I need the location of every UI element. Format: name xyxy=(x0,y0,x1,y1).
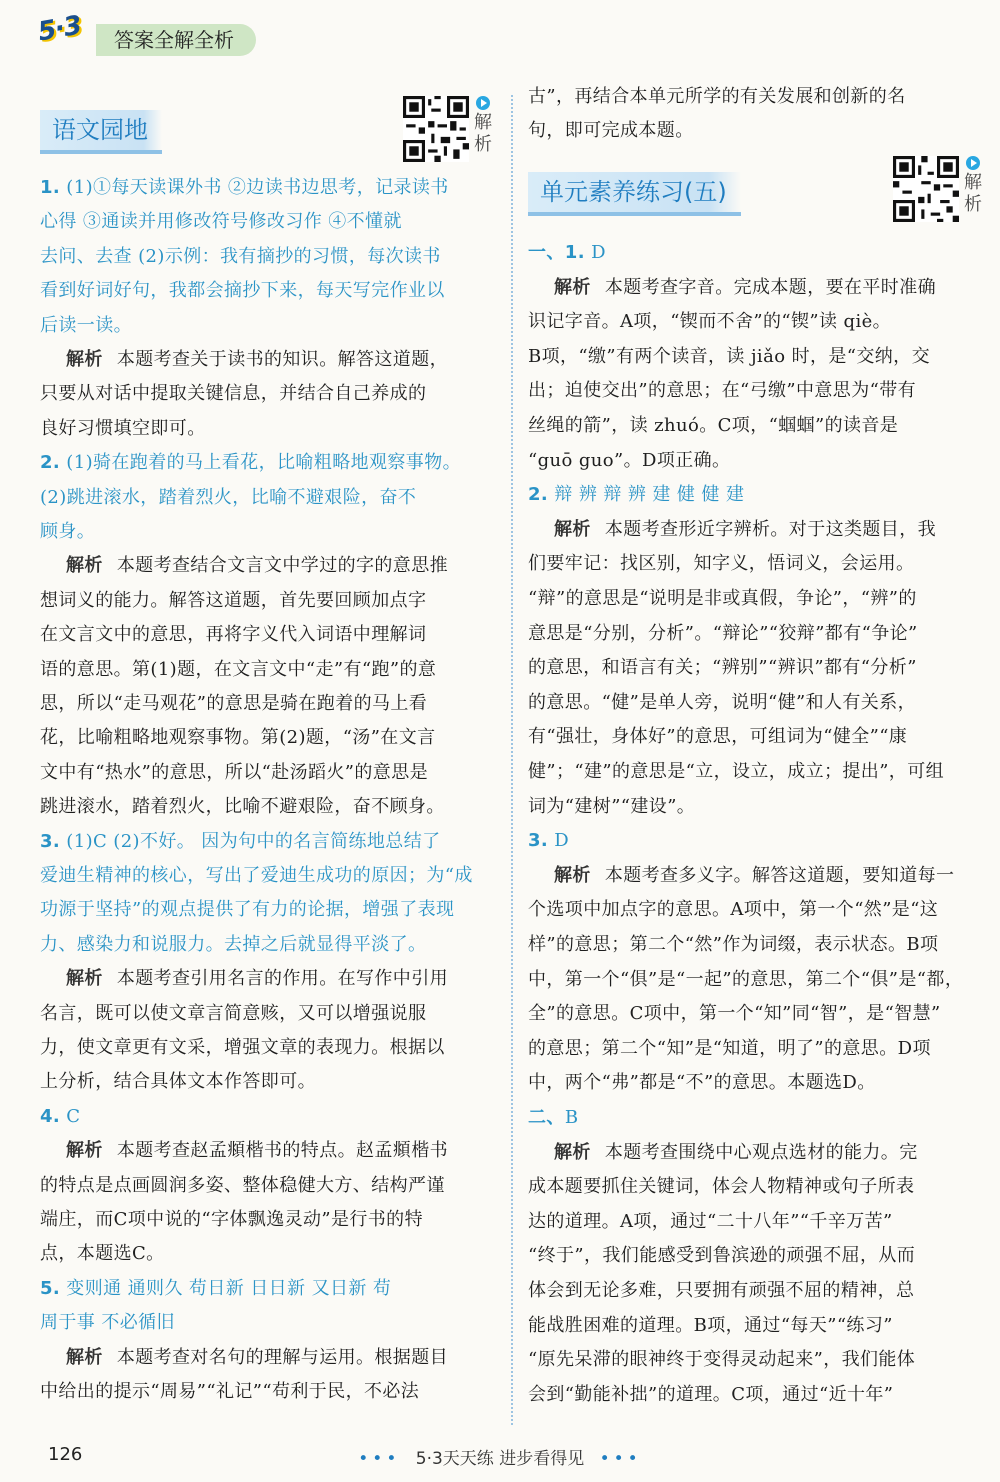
text-line xyxy=(40,412,206,446)
analysis-label: 解析 xyxy=(554,864,591,886)
question-number: 5. xyxy=(40,1277,61,1299)
line-text: 丝绳的箭”，读 zhuó。C项，“蝈蝈”的读音是 xyxy=(528,415,899,436)
line-text: 有“强壮，身体好”的意思，可组词为“健全”“康 xyxy=(528,726,908,748)
line-text: B项，“缴”有两个读音，读 jiǎo 时，是“交纳，交 xyxy=(528,345,930,367)
play-icon xyxy=(966,156,980,170)
qr-code-icon xyxy=(893,156,959,222)
text-line xyxy=(40,1031,445,1065)
line-text: 的特点是点画圆润多姿、整体稳健大方、结构严谨 xyxy=(40,1174,445,1196)
qr-label-text: 解析 xyxy=(474,112,492,155)
line-text: 良好习惯填空即可。 xyxy=(40,417,206,439)
text-line xyxy=(528,374,916,408)
analysis-label: 解析 xyxy=(66,1346,103,1368)
analysis-label: 解析 xyxy=(66,1140,103,1162)
text-line xyxy=(40,687,427,721)
line-text: C xyxy=(60,1105,81,1127)
text-line xyxy=(40,721,436,755)
line-text: 健”；“建”的意思是“立，设立，成立；提出”，可组 xyxy=(528,761,945,782)
text-line xyxy=(528,409,898,443)
line-text: 跳进滚水，踏着烈火，比喻不避艰险，奋不顾身。 xyxy=(40,796,445,818)
line-text: (2)跳进滚水，踏着烈火，比喻不避艰险，奋不 xyxy=(40,486,417,508)
qr-analysis-label-right[interactable] xyxy=(962,156,984,216)
text-line xyxy=(40,481,416,515)
line-text: 的意思；第二个“知”是“知道，明了”的意思。D项 xyxy=(528,1037,931,1059)
line-text: 本题考查引用名言的作用。在写作中引用 xyxy=(116,968,449,990)
line-text: 的意思。“健”是单人旁，说明“健”和人有关系， xyxy=(528,691,917,713)
line-text: 中给出的提示“周易”“礼记”“苟利于民，不必法 xyxy=(40,1381,420,1402)
line-text: “原先呆滞的眼神终于变得灵动起来”，我们能体 xyxy=(528,1349,916,1371)
text-line xyxy=(528,114,694,148)
text-line xyxy=(40,1237,165,1271)
line-text: 功源于坚持”的观点提供了有力的论据，增强了表现 xyxy=(40,899,455,921)
text-line xyxy=(528,1343,915,1377)
line-text: 达的道理。A项，通过“二十八年”“千辛万苦” xyxy=(528,1210,893,1232)
line-text: 思，所以“走马观花”的意思是骑在跑着的马上看 xyxy=(40,693,428,714)
text-line xyxy=(528,444,730,478)
text-line xyxy=(554,1136,918,1170)
line-text: 顾身。 xyxy=(40,521,96,542)
text-line xyxy=(40,1375,419,1409)
line-text: 本题考查赵孟頫楷书的特点。赵孟頫楷书 xyxy=(116,1140,449,1162)
line-text: 会到“勤能补拙”的道理。C项，通过“近十年” xyxy=(528,1383,894,1405)
line-text: (1)骑在跑着的马上看花，比喻粗略地观察事物。 xyxy=(60,452,461,474)
line-text: 古”，再结合本单元所学的有关发展和创新的名 xyxy=(528,86,906,107)
line-text: 辩 辨 辩 辨 建 健 健 建 xyxy=(548,484,745,506)
page-header xyxy=(0,0,1000,70)
qr-label-text: 解析 xyxy=(964,172,982,215)
text-line xyxy=(40,240,441,274)
text-line xyxy=(40,377,426,411)
line-text: 端庄，而C项中说的“字体飘逸灵动”是行书的特 xyxy=(40,1209,423,1230)
text-line xyxy=(528,547,914,581)
text-line xyxy=(528,1205,893,1239)
analysis-label: 解析 xyxy=(66,968,103,990)
line-text: 们要牢记：找区别，知字义，悟词义，会运用。 xyxy=(528,553,915,575)
line-text: 本题考查形近字辨析。对于这类题目，我 xyxy=(604,518,937,540)
text-line xyxy=(528,1032,931,1066)
text-line xyxy=(40,997,426,1031)
line-text: 变则通 通则久 苟日新 日日新 又日新 苟 xyxy=(60,1277,392,1299)
text-line xyxy=(40,205,402,239)
text-line xyxy=(40,928,426,962)
text-line xyxy=(40,825,441,859)
page-number: 126 xyxy=(48,1444,83,1465)
text-line xyxy=(40,515,95,549)
question-number: 二、 xyxy=(528,1107,565,1128)
line-text: 意思是“分别，分析”。“辩论”“狡辩”都有“争论” xyxy=(528,622,918,644)
text-line xyxy=(40,859,473,893)
qr-analysis-label-left[interactable] xyxy=(472,96,494,156)
text-line xyxy=(528,478,744,512)
text-line xyxy=(528,1066,876,1100)
text-line xyxy=(528,236,606,270)
line-text: 点，本题选C。 xyxy=(40,1243,165,1265)
line-text: D xyxy=(548,830,570,852)
line-text: 周于事 不必循旧 xyxy=(40,1312,175,1334)
text-line xyxy=(40,309,132,343)
text-line xyxy=(554,859,954,893)
line-text: 样”的意思；第二个“然”作为词缀，表示状态。B项 xyxy=(528,934,939,955)
text-line xyxy=(528,686,916,720)
question-number: 一、1. xyxy=(528,242,585,263)
text-line xyxy=(40,1100,80,1134)
analysis-label: 解析 xyxy=(66,349,103,370)
text-line xyxy=(40,274,445,308)
section-title-yuwen-yuandi: 语文园地 xyxy=(40,110,162,154)
line-text: “辩”的意思是“说明是非或真假，争论”，“辨”的 xyxy=(528,588,917,609)
line-text: 名言，既可以使文章言简意赅，又可以增强说服 xyxy=(40,1002,427,1024)
line-text: B xyxy=(564,1107,579,1128)
text-line xyxy=(528,582,917,616)
line-text: 语的意思。第(1)题，在文言文中“走”有“跑”的意 xyxy=(40,658,437,680)
line-text: 爱迪生精神的核心，写出了爱迪生成功的原因；为“成 xyxy=(40,865,473,886)
text-line xyxy=(554,271,936,305)
line-text: 本题考查结合文言文中学过的字的意思推 xyxy=(116,555,449,577)
qr-code-icon xyxy=(403,96,469,162)
line-text: 出；迫使交出”的意思；在“弓缴”中意思为“带有 xyxy=(528,380,917,402)
line-text: 去问、去查 (2)示例：我有摘抄的习惯，每次读书 xyxy=(40,245,441,267)
text-line xyxy=(40,1065,316,1099)
line-text: 成本题要抓住关键词，体会人物精神或句子所表 xyxy=(528,1176,915,1198)
text-line xyxy=(528,963,963,997)
analysis-label: 解析 xyxy=(554,276,591,298)
question-number: 3. xyxy=(528,830,549,852)
line-text: 花，比喻粗略地观察事物。第(2)题，“汤”在文言 xyxy=(40,727,436,749)
text-line xyxy=(66,343,448,377)
line-text: 文中有“热水”的意思，所以“赴汤蹈火”的意思是 xyxy=(40,761,429,783)
text-line xyxy=(528,1378,893,1412)
footer-dots-right: ••• xyxy=(599,1449,642,1469)
line-text: 本题考查关于读书的知识。解答这道题， xyxy=(116,349,449,370)
text-line xyxy=(40,893,454,927)
line-text: 个选项中加点字的意思。A项中，第一个“然”是“这 xyxy=(528,899,939,921)
text-line xyxy=(528,790,695,824)
brand-logo: 5·3 xyxy=(35,10,84,48)
text-line xyxy=(528,1170,914,1204)
line-text: 的意思，和语言有关；“辨别”“辨识”都有“分析” xyxy=(528,657,917,679)
line-text: 想词义的能力。解答这道题，首先要回顾加点字 xyxy=(40,589,427,611)
line-text: 词为“建树”“建设”。 xyxy=(528,795,696,817)
line-text: 本题考查对名句的理解与运用。根据题目 xyxy=(116,1346,449,1368)
text-line xyxy=(528,1274,914,1308)
text-line xyxy=(528,651,917,685)
text-line xyxy=(528,80,906,114)
text-line xyxy=(554,513,936,547)
line-text: “终于”，我们能感受到鲁滨逊的顽强不屈，从而 xyxy=(528,1245,916,1267)
line-text: D xyxy=(584,242,606,263)
text-line xyxy=(528,305,891,339)
footer-slogan xyxy=(0,1444,1000,1469)
column-divider xyxy=(511,95,513,1425)
line-text: 本题考查围绕中心观点选材的能力。完 xyxy=(604,1141,918,1163)
analysis-label: 解析 xyxy=(554,1141,591,1163)
line-text: 力、感染力和说服力。去掉之后就显得平淡了。 xyxy=(40,933,427,955)
line-text: 力，使文章更有文采，增强文章的表现力。根据以 xyxy=(40,1037,445,1058)
line-text: 后读一读。 xyxy=(40,314,132,336)
text-line xyxy=(528,1239,915,1273)
text-line xyxy=(66,1341,448,1375)
text-line xyxy=(40,618,426,652)
analysis-label: 解析 xyxy=(66,555,103,577)
text-line xyxy=(528,824,569,858)
line-text: 体会到无论多难，只要拥有顽强不屈的精神，总 xyxy=(528,1280,915,1301)
line-text: 中，第一个“俱”是“一起”的意思，第二个“俱”是“都， xyxy=(528,968,964,990)
text-line xyxy=(40,1306,175,1340)
question-number: 3. xyxy=(40,830,61,852)
text-line xyxy=(40,1169,445,1203)
text-line xyxy=(40,1203,423,1237)
text-line xyxy=(40,790,445,824)
line-text: 识记字音。A项，“锲而不舍”的“锲”读 qiè。 xyxy=(528,311,892,333)
line-text: 本题考查多义字。解答这道题，要知道每一 xyxy=(604,864,955,886)
line-text: 句，即可完成本题。 xyxy=(528,120,694,141)
line-text: 心得 ③通读并用修改符号修改习作 ④不懂就 xyxy=(40,211,402,233)
text-line xyxy=(528,1101,578,1135)
text-line xyxy=(528,340,930,374)
text-line xyxy=(40,1272,391,1306)
text-line xyxy=(40,756,428,790)
text-line xyxy=(40,584,426,618)
line-text: 能战胜困难的道理。B项，通过“每天”“练习” xyxy=(528,1314,893,1336)
question-number: 1. xyxy=(40,177,61,198)
qr-code-left[interactable] xyxy=(403,96,469,162)
footer-slogan-text: 5·3天天练 进步看得见 xyxy=(415,1449,585,1469)
text-line xyxy=(66,1134,448,1168)
text-line xyxy=(40,446,461,480)
text-line xyxy=(66,549,448,583)
text-line xyxy=(528,617,918,651)
line-text: 在文言文中的意思，再将字义代入词语中理解词 xyxy=(40,624,427,646)
text-line xyxy=(528,997,941,1031)
question-number: 4. xyxy=(40,1105,61,1127)
text-line xyxy=(40,653,436,687)
line-text: 看到好词好句，我都会摘抄下来，每天写完作业以 xyxy=(40,280,445,302)
text-line xyxy=(528,1309,893,1343)
answer-section-tab: 答案全解全析 xyxy=(96,24,256,56)
line-text: 全”的意思。C项中，第一个“知”同“智”，是“智慧” xyxy=(528,1003,941,1025)
text-line xyxy=(528,755,944,789)
line-text: (1)①每天读课外书 ②边读书边思考，记录读书 xyxy=(60,177,449,198)
line-text: 上分析，结合具体文本作答即可。 xyxy=(40,1071,316,1093)
text-line xyxy=(528,893,938,927)
line-text: 只要从对话中提取关键信息，并结合自己养成的 xyxy=(40,383,427,405)
qr-code-right[interactable] xyxy=(893,156,959,222)
line-text: (1)C (2)不好。 因为句中的名言简练地总结了 xyxy=(60,830,441,852)
line-text: “guō guo”。D项正确。 xyxy=(528,449,731,471)
footer-dots-left: ••• xyxy=(358,1449,401,1469)
play-icon xyxy=(476,96,490,110)
text-line xyxy=(66,962,448,996)
analysis-label: 解析 xyxy=(554,518,591,540)
question-number: 2. xyxy=(40,452,61,474)
text-line xyxy=(528,928,938,962)
section-title-unit-practice: 单元素养练习(五) xyxy=(528,172,741,216)
line-text: 本题考查字音。完成本题，要在平时准确 xyxy=(604,276,937,298)
line-text: 中，两个“弗”都是“不”的意思。本题选D。 xyxy=(528,1072,876,1094)
text-line xyxy=(40,171,449,205)
text-line xyxy=(528,720,907,754)
question-number: 2. xyxy=(528,484,549,506)
